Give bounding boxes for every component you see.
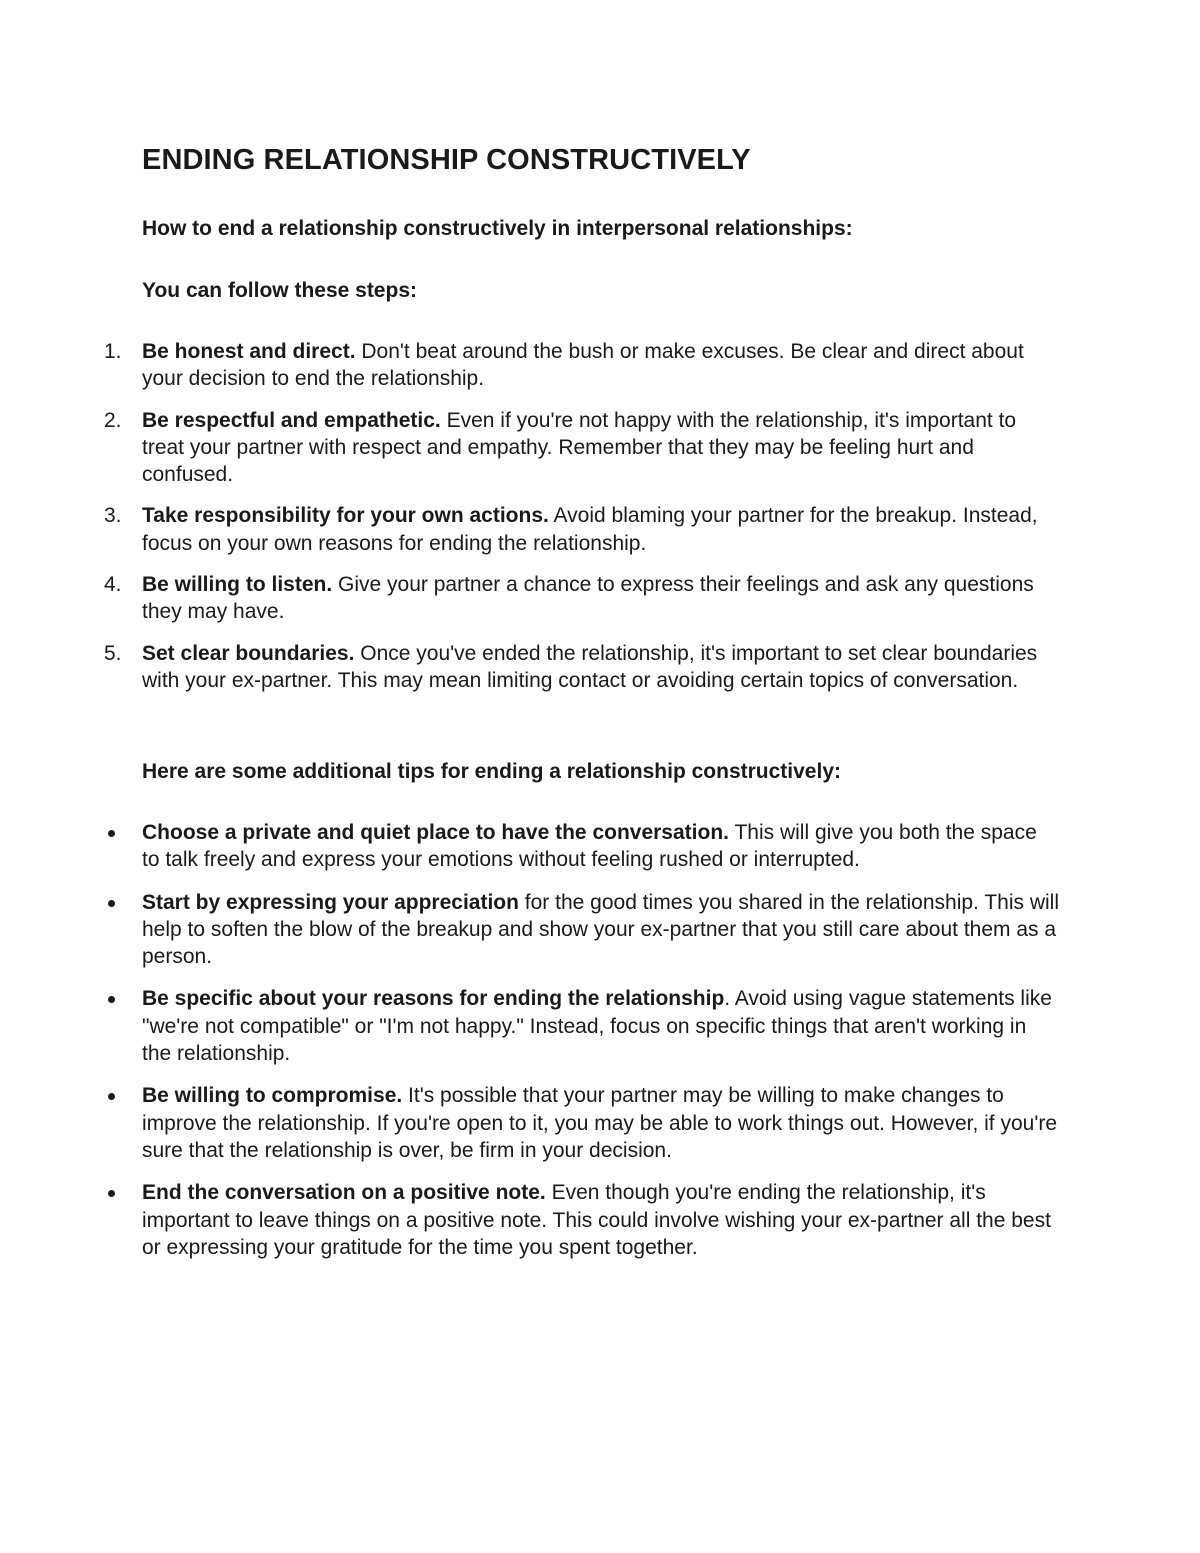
bullet-icon: [108, 1093, 115, 1100]
intro-heading: How to end a relationship constructively in interpersonal relationships:: [142, 217, 853, 240]
step-number: 4.: [104, 573, 122, 597]
step-item: [0, 640, 1200, 695]
bullet-icon: [108, 830, 115, 837]
step-number: 3.: [104, 504, 122, 528]
step-number: 2.: [104, 408, 122, 432]
step-text: Don't beat around the bush or make excuses. Be clear and direct about your decision to end the relationship.: [142, 340, 1024, 391]
step-number: 1.: [104, 340, 122, 363]
step-lead: Be honest and direct.: [142, 340, 356, 363]
step-lead: Be willing to listen.: [142, 573, 333, 597]
tip-item: [0, 889, 1200, 971]
tip-lead: Be specific about your reasons for ending the relationship: [142, 987, 725, 1011]
tip-text: Even though you're ending the relationship, it's important to leave things on a positive note. This could involve wishing your ex-partner all the best or expressing your gratitude for the time you spent together.: [142, 1181, 1051, 1259]
tip-lead: End the conversation on a positive note.: [142, 1181, 546, 1205]
step-text: Give your partner a chance to express their feelings and ask any questions they may have.: [142, 573, 1034, 624]
step-item: [0, 502, 1200, 557]
steps-heading: You can follow these steps:: [142, 279, 417, 302]
page-title: ENDING RELATIONSHIP CONSTRUCTIVELY: [142, 144, 751, 176]
tip-text: This will give you both the space to talk freely and express your emotions without feeling rushed or interrupted.: [142, 821, 1037, 872]
bullet-icon: [108, 1190, 115, 1197]
step-number: 5.: [104, 641, 122, 665]
tips-list: [0, 819, 1200, 1276]
step-item: [0, 571, 1200, 626]
tip-item: [0, 1082, 1200, 1164]
tip-item: [0, 985, 1200, 1067]
tip-text: for the good times you shared in the relationship. This will help to soften the blow of the breakup and show your ex-partner that you still care about them as a person.: [142, 890, 1060, 969]
step-text: Once you've ended the relationship, it's important to set clear boundaries with your ex-partner. This may mean limiting contact or avoiding certain topics of conversation.: [142, 641, 1038, 692]
step-item: [0, 338, 1200, 393]
tip-lead: Choose a private and quiet place to have the conversation.: [142, 821, 729, 844]
bullet-icon: [108, 996, 115, 1003]
tip-text: It's possible that your partner may be willing to make changes to improve the relationship. If you're open to it, you may be able to work things out. However, if you're sure that the relationship is over, be firm in your decision.: [142, 1084, 1057, 1162]
steps-list: [0, 338, 1200, 708]
tip-lead: Start by expressing your appreciation: [142, 890, 519, 914]
tip-lead: Be willing to compromise.: [142, 1084, 403, 1108]
step-text: Avoid blaming your partner for the breakup. Instead, focus on your own reasons for ending the relationship.: [142, 504, 1038, 555]
bullet-icon: [108, 900, 115, 907]
tip-text: . Avoid using vague statements like "we're not compatible" or "I'm not happy." Instead, focus on specific things that aren't working in the relationship.: [142, 987, 1052, 1066]
step-lead: Set clear boundaries.: [142, 641, 355, 665]
step-lead: Take responsibility for your own actions.: [142, 504, 549, 528]
tip-item: [0, 819, 1200, 874]
tip-item: [0, 1179, 1200, 1261]
step-lead: Be respectful and empathetic.: [142, 408, 441, 432]
step-item: [0, 407, 1200, 489]
step-text: Even if you're not happy with the relationship, it's important to treat your partner with respect and empathy. Remember that they may be feeling hurt and confused.: [142, 408, 1017, 487]
tips-heading: Here are some additional tips for ending a relationship constructively:: [142, 760, 841, 783]
